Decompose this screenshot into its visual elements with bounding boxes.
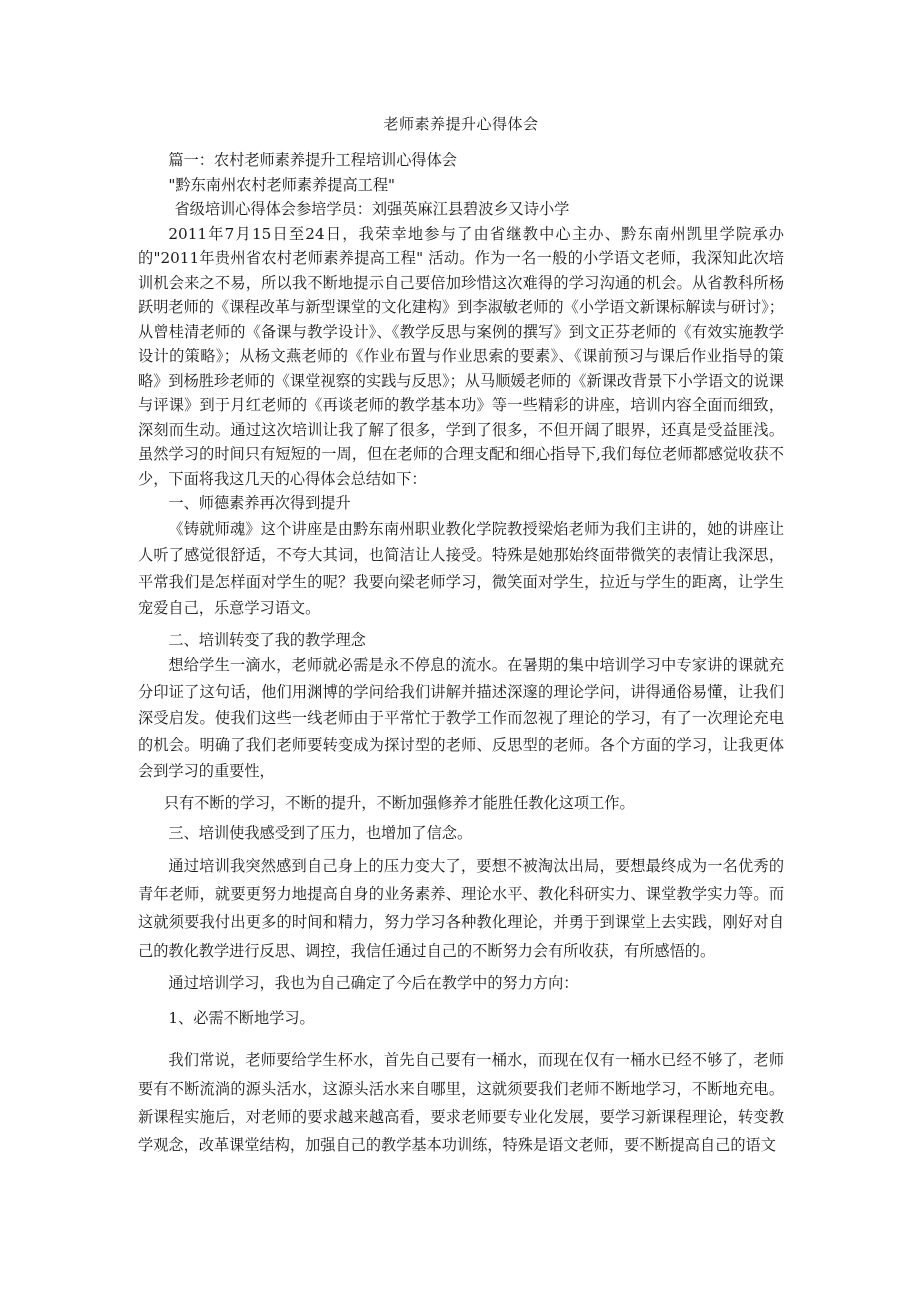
point1-paragraph: 我们常说，老师要给学生杯水，首先自己要有一桶水，而现在仅有一桶水已经不够了，老师要有不断流淌的源头活水，这源头活水来自哪里，这就须要我们老师不断地学习，不断地充电。新课程实施后，对老师的要求越来越高看，要求老师要专业化发展，要学习新课程理论，转变教学观念，改革课堂结构，加强自己的教学基本功训练，特殊是语文老师，要不断提高自己的语文: [138, 1051, 784, 1155]
section2-paragraph: 想给学生一滴水，老师就必需是永不停息的流水。在暑期的集中培训学习中专家讲的课就充分印证了这句话，他们用渊博的学问给我们讲解并描述深邃的理论学问，讲得通俗易懂，让我们深受启发。使我们这些一线老师由于平常忙于教学工作而忽视了理论的学习，有了一次理论充电的机会。明确了我们老师要转变成为探讨型的老师、反思型的老师。各个方面的学习，让我更体会到学习的重要性，: [138, 656, 784, 780]
intro-paragraph: 2011年7月15日至24日，我荣幸地参与了由省继教中心主办、黔东南州凯里学院承办的"2011年贵州省农村老师素养提高工程" 活动。作为一名一般的小学语文老师，我深知此次培训机会来之不易，所以我不断地提示自己要倍加珍惜这次难得的学习沟通的机会。从省教科所杨跃明老师的《课程改革与新型课堂的文化建构》到李淑敏老师的《小学语文新课标解读与研讨》；从曾桂清老师的《备课与教学设计》、《教学反思与案例的撰写》到文正芬老师的《有效实施教学设计的策略》；从杨文燕老师的《作业布置与作业思索的要素》、《课前预习与课后作业指导的策略》到杨胜珍老师的《课堂视察的实践与反思》；从马顺媛老师的《新课改背景下小学语文的说课与评课》到于月红老师的《再谈老师的教学基本功》等一些精彩的讲座，培训内容全面而细致，深刻而生动。通过这次培训让我了解了很多，学到了很多，不但开阔了眼界，还真是受益匪浅。虽然学习的时间只有短短的一周，但在老师的合理支配和细心指导下,我们每位老师都感觉收获不少，下面将我这几天的心得体会总结如下：: [138, 224, 784, 488]
section2-heading: 二、培训转变了我的教学理念: [168, 630, 366, 649]
project-name: "黔东南州农村老师素养提高工程": [168, 175, 395, 194]
section2-line: 只有不断的学习，不断的提升，不断加强修养才能胜任教化这项工作。: [163, 793, 635, 812]
author-line: 省级培训心得体会参培学员：刘强英麻江县碧波乡又诗小学: [174, 200, 570, 218]
document-page: [138, 112, 784, 1160]
direction-line: 通过培训学习，我也为自己确定了今后在教学中的努力方向：: [168, 974, 579, 993]
point1-heading: 1、必需不断地学习。: [168, 1008, 315, 1027]
part-heading: 篇一：农村老师素养提升工程培训心得体会: [168, 151, 457, 169]
section1-paragraph: 《铸就师魂》这个讲座是由黔东南州职业教化学院教授梁焰老师为我们主讲的，她的讲座让人听了感觉很舒适，不夸大其词，也简洁让人接受。特殊是她那始终面带微笑的表情让我深思，平常我们是怎样面对学生的呢？我要向梁老师学习，微笑面对学生，拉近与学生的距离，让学生宠爱自己，乐意学习语文。: [138, 519, 784, 617]
document-title: 老师素养提升心得体会: [383, 115, 539, 133]
section3-heading: 三、培训使我感受到了压力，也增加了信念。: [168, 824, 473, 842]
section3-paragraph: 通过培训我突然感到自己身上的压力变大了，要想不被淘汰出局，要想最终成为一名优秀的青年老师，就要更努力地提高自身的业务素养、理论水平、教化科研实力、课堂教学实力等。而这就须要我付出更多的时间和精力，努力学习各种教化理论，并勇于到课堂上去实践，刚好对自己的教化教学进行反思、调控，我信任通过自己的不断努力会有所收获，有所感悟的。: [138, 856, 784, 960]
section1-heading: 一、师德素养再次得到提升: [168, 494, 351, 512]
